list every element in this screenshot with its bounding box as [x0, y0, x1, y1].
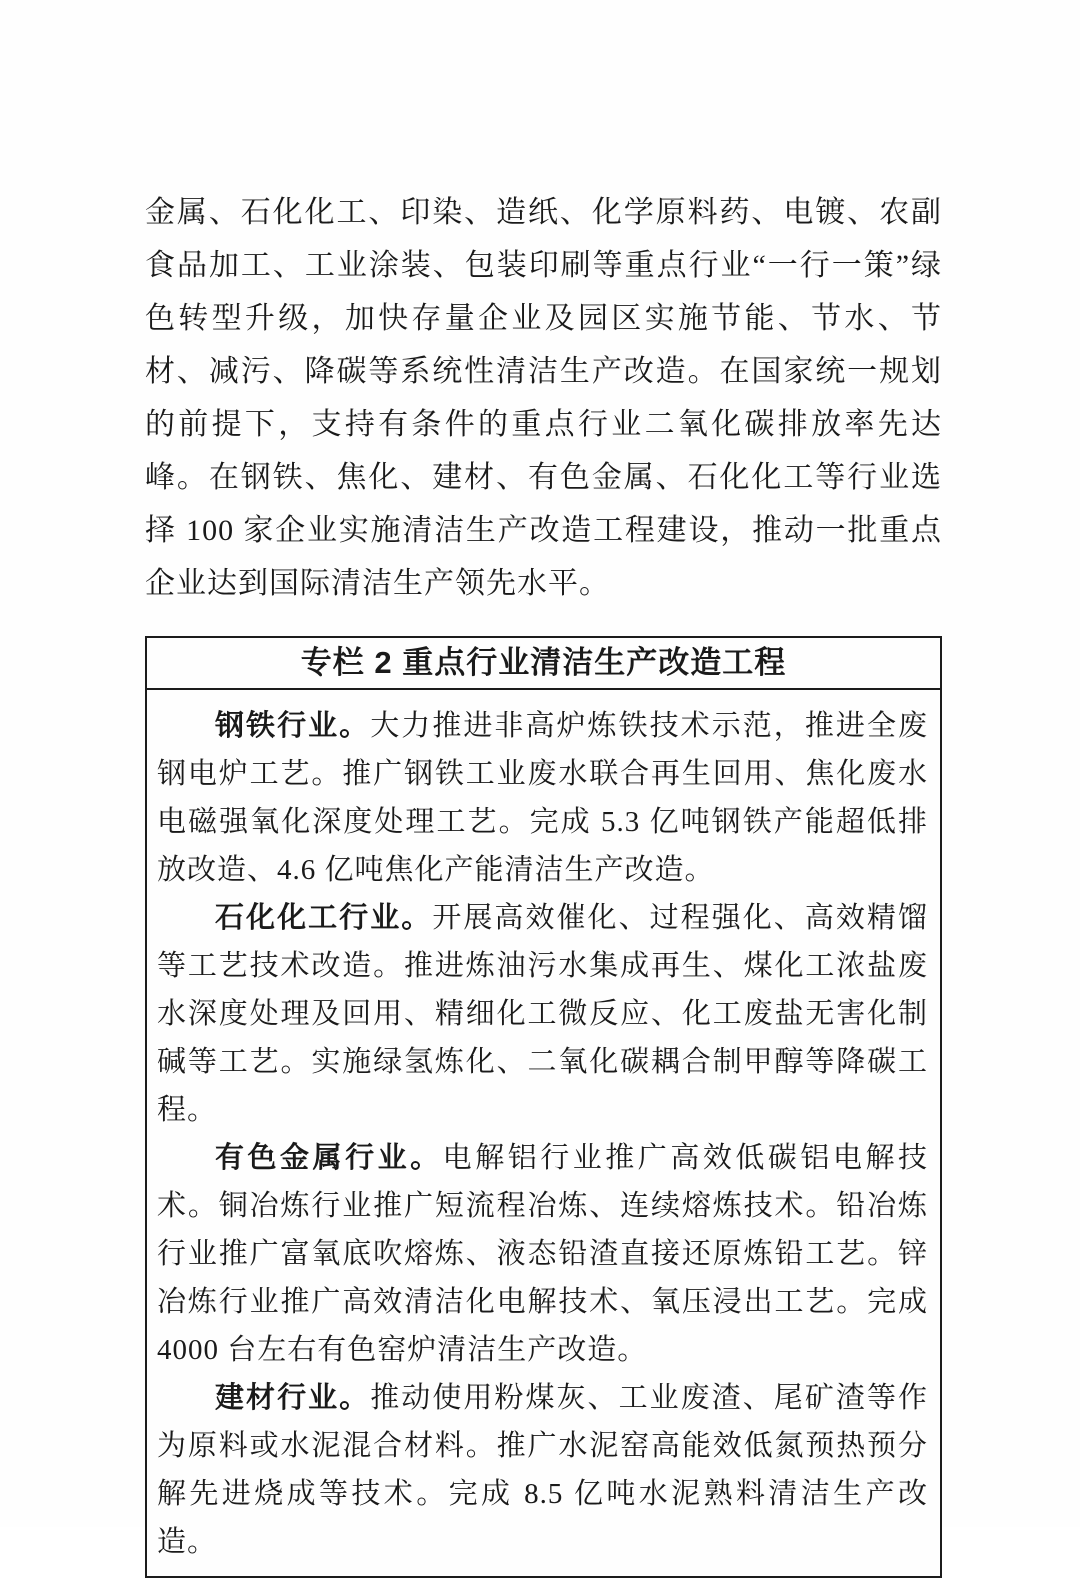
- panel-paragraph-steel: [157, 702, 928, 894]
- highlight-box: [145, 636, 942, 1578]
- panel-paragraph-building-materials: [157, 1374, 928, 1566]
- paragraph-body-steel: 大力推进非高炉炼铁技术示范，推进全废钢电炉工艺。推广钢铁工业废水联合再生回用、焦化废水电磁强氧化深度处理工艺。完成 5.3 亿吨钢铁产能超低排放改造、4.6 亿吨焦化产能清洁生产改造。: [157, 710, 928, 886]
- paragraph-body-nonferrous: 电解铝行业推广高效低碳铝电解技术。铜冶炼行业推广短流程冶炼、连续熔炼技术。铅冶炼行业推广富氧底吹熔炼、液态铅渣直接还原炼铅工艺。锌冶炼行业推广高效清洁化电解技术、氧压浸出工艺。完成 4000 台左右有色窑炉清洁生产改造。: [157, 1142, 928, 1366]
- paragraph-lead-building-materials: 建材行业。: [215, 1382, 371, 1414]
- intro-paragraph: 金属、石化化工、印染、造纸、化学原料药、电镀、农副食品加工、工业涂装、包装印刷等重点行业“一行一策”绿色转型升级，加快存量企业及园区实施节能、节水、节材、减污、降碳等系统性清洁生产改造。在国家统一规划的前提下，支持有条件的重点行业二氧化碳排放率先达峰。在钢铁、焦化、建材、有色金属、石化化工等行业选择 100 家企业实施清洁生产改造工程建设，推动一批重点企业达到国际清洁生产领先水平。: [145, 196, 942, 600]
- paragraph-lead-nonferrous: 有色金属行业。: [215, 1142, 443, 1174]
- highlight-box-body: [147, 690, 940, 1576]
- paragraph-lead-steel: 钢铁行业。: [215, 710, 371, 742]
- paragraph-lead-petrochemical: 石化化工行业。: [215, 902, 433, 934]
- panel-paragraph-petrochemical: [157, 894, 928, 1134]
- panel-paragraph-nonferrous: [157, 1134, 928, 1374]
- paragraph-body-building-materials: 推动使用粉煤灰、工业废渣、尾矿渣等作为原料或水泥混合材料。推广水泥窑高能效低氮预热预分解先进烧成等技术。完成 8.5 亿吨水泥熟料清洁生产改造。: [157, 1382, 928, 1558]
- highlight-box-title: 专栏 2 重点行业清洁生产改造工程: [147, 638, 940, 690]
- paragraph-body-petrochemical: 开展高效催化、过程强化、高效精馏等工艺技术改造。推进炼油污水集成再生、煤化工浓盐废水深度处理及回用、精细化工微反应、化工废盐无害化制碱等工艺。实施绿氢炼化、二氧化碳耦合制甲醇等降碳工程。: [157, 902, 928, 1126]
